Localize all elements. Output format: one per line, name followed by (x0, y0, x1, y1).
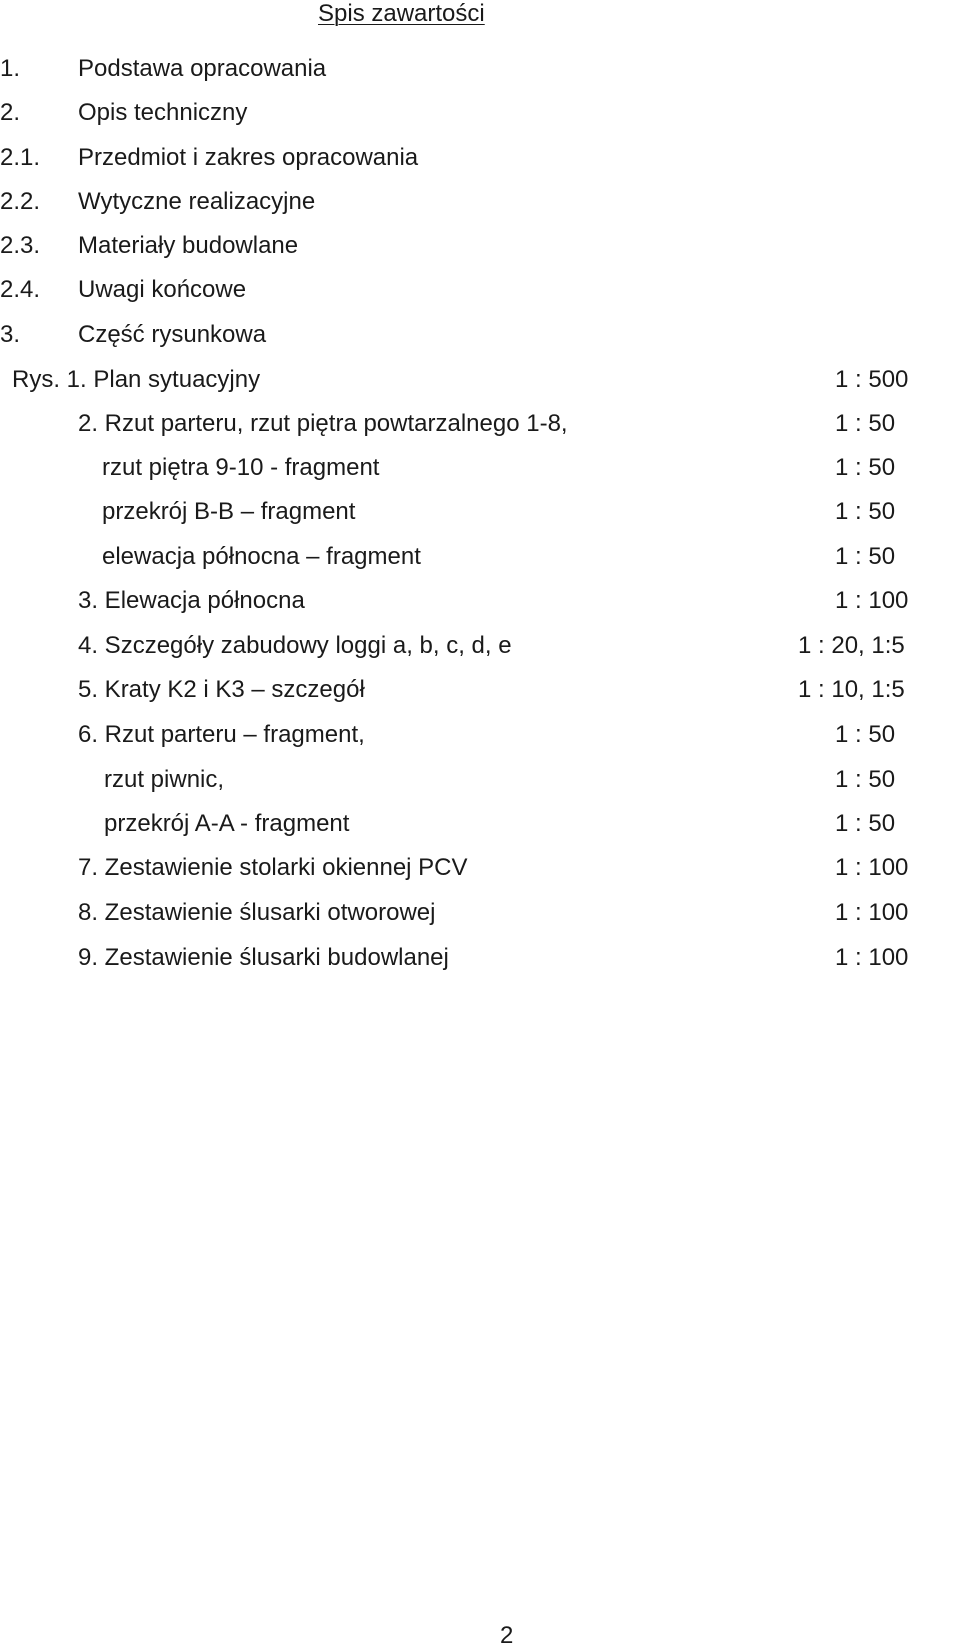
drawing-scale: 1 : 100 (835, 944, 909, 971)
toc-number: 2. (0, 99, 21, 126)
drawing-scale: 1 : 50 (835, 410, 896, 437)
drawing-scale: 1 : 50 (835, 721, 896, 748)
drawing-title: 8. Zestawienie ślusarki otworowej (78, 899, 436, 926)
drawing-scale: 1 : 50 (835, 543, 896, 570)
toc-label: Przedmiot i zakres opracowania (78, 144, 419, 171)
toc-label: Opis techniczny (78, 99, 248, 126)
drawing-scale: 1 : 20, 1:5 (798, 632, 905, 659)
drawing-scale: 1 : 100 (835, 854, 909, 881)
toc-number: 3. (0, 321, 21, 348)
toc-number: 1. (0, 55, 21, 82)
drawing-scale: 1 : 10, 1:5 (798, 676, 905, 703)
toc-number: 2.2. (0, 188, 41, 215)
drawing-title: 6. Rzut parteru – fragment, (78, 721, 365, 748)
toc-label: Wytyczne realizacyjne (78, 188, 316, 215)
toc-label: Część rysunkowa (78, 321, 267, 348)
page-number: 2 (500, 1622, 514, 1649)
drawing-scale: 1 : 100 (835, 899, 909, 926)
toc-label: Uwagi końcowe (78, 276, 247, 303)
drawing-title: rzut piwnic, (104, 766, 225, 793)
drawing-title: 2. Rzut parteru, rzut piętra powtarzalnego 1-8, (78, 410, 568, 437)
drawing-title: 3. Elewacja północna (78, 587, 305, 614)
drawing-scale: 1 : 100 (835, 587, 909, 614)
page-title-underline (240, 0, 485, 27)
page-title (240, 0, 485, 30)
drawing-title: 7. Zestawienie stolarki okiennej PCV (78, 854, 468, 881)
drawing-scale: 1 : 50 (835, 810, 896, 837)
toc-number: 2.3. (0, 232, 41, 259)
drawing-scale: 1 : 500 (835, 366, 909, 393)
drawing-title: 4. Szczegóły zabudowy loggi a, b, c, d, e (78, 632, 512, 659)
drawing-title: przekrój A-A - fragment (104, 810, 350, 837)
drawing-title: 9. Zestawienie ślusarki budowlanej (78, 944, 449, 971)
toc-label: Materiały budowlane (78, 232, 299, 259)
toc-label: Podstawa opracowania (78, 55, 327, 82)
drawing-scale: 1 : 50 (835, 498, 896, 525)
page-title-text: Spis zawartości (318, 0, 485, 27)
toc-number: 2.1. (0, 144, 41, 171)
drawing-title: elewacja północna – fragment (102, 543, 421, 570)
drawing-scale: 1 : 50 (835, 454, 896, 481)
drawing-title: 5. Kraty K2 i K3 – szczegół (78, 676, 365, 703)
toc-number: 2.4. (0, 276, 41, 303)
drawing-title: rzut piętra 9-10 - fragment (102, 454, 380, 481)
drawing-scale: 1 : 50 (835, 766, 896, 793)
drawing-title: przekrój B-B – fragment (102, 498, 356, 525)
drawing-title: Rys. 1. Plan sytuacyjny (12, 366, 261, 393)
